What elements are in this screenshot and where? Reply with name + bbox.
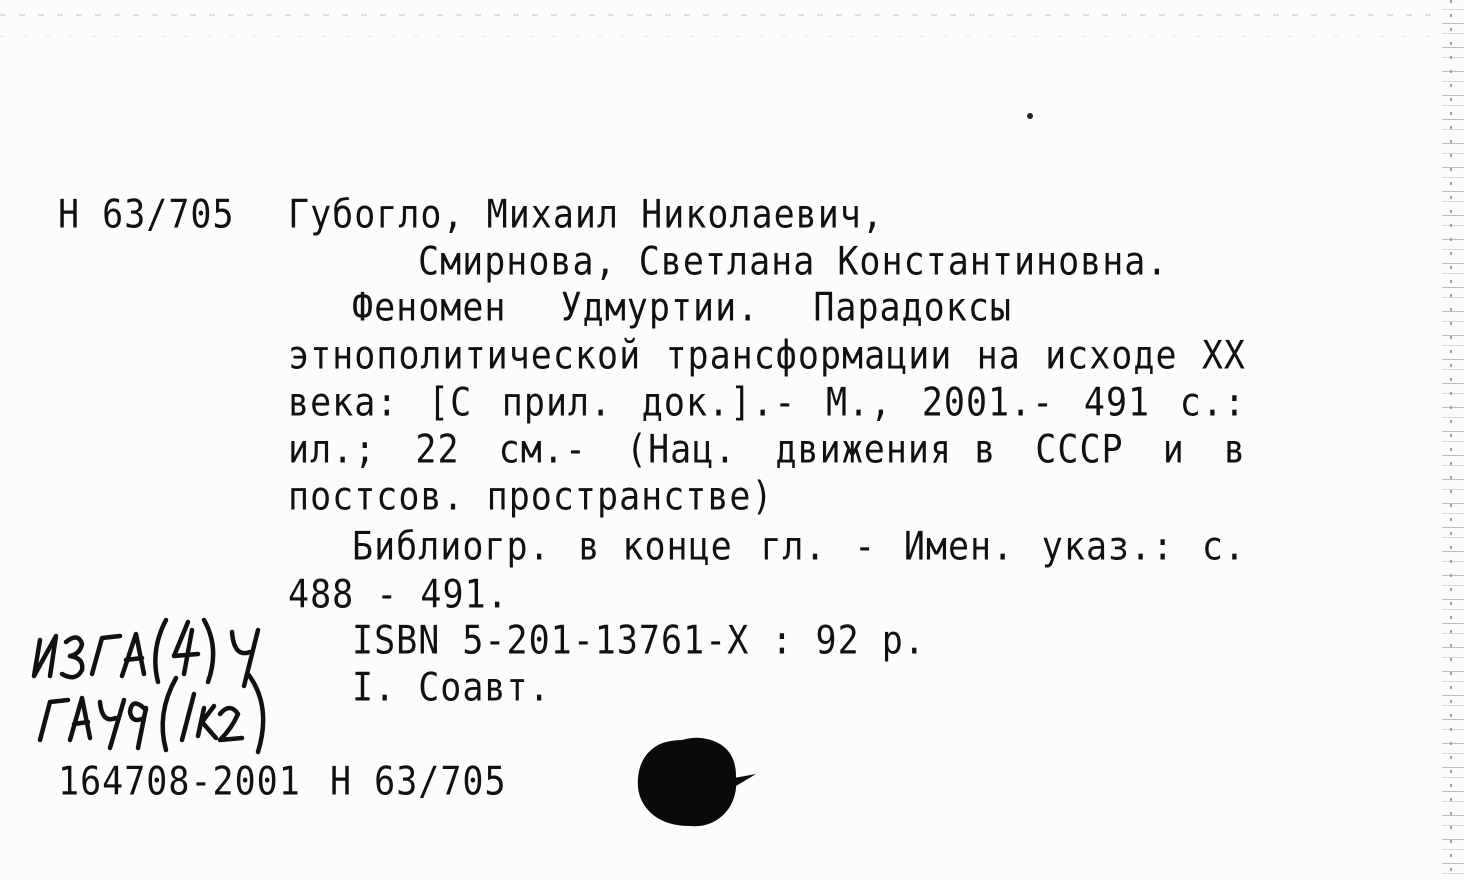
shelfmark: Н 63/705 [58,193,235,238]
ink-speck [1027,113,1033,119]
scan-noise-top-secondary [0,36,1440,37]
title-line-5: постсов. пространстве) [288,475,774,520]
author-line-1: Губогло, Михаил Николаевич, [288,193,884,238]
title-line-2: этнополитической трансформации на исходе XX [288,334,1246,379]
ink-blot [632,736,758,828]
scan-noise-top [0,14,1440,16]
accession-number: 164708-2001 [58,760,301,805]
handwritten-note [26,590,286,760]
isbn-line: ISBN 5-201-13761-X : 92 р. [352,619,926,664]
bibliography-note-line-2: 488 - 491. [288,573,509,618]
coauthor-entry: I. Соавт. [352,666,551,711]
title-line-1: Феномен Удмуртии. Парадоксы [352,286,1012,331]
author-line-2: Смирнова, Светлана Константиновна. [418,240,1169,285]
bottom-shelfmark: Н 63/705 [330,760,507,805]
title-line-4: ил.; 22 см.- (Нац. движения в СССР и в [288,428,1246,473]
bibliography-note-line-1: Библиогр. в конце гл. - Имен. указ.: с. [352,525,1246,570]
title-line-3: века: [С прил. док.].- М., 2001.- 491 с.: [288,381,1246,426]
scan-noise-right-edge [1442,0,1464,880]
